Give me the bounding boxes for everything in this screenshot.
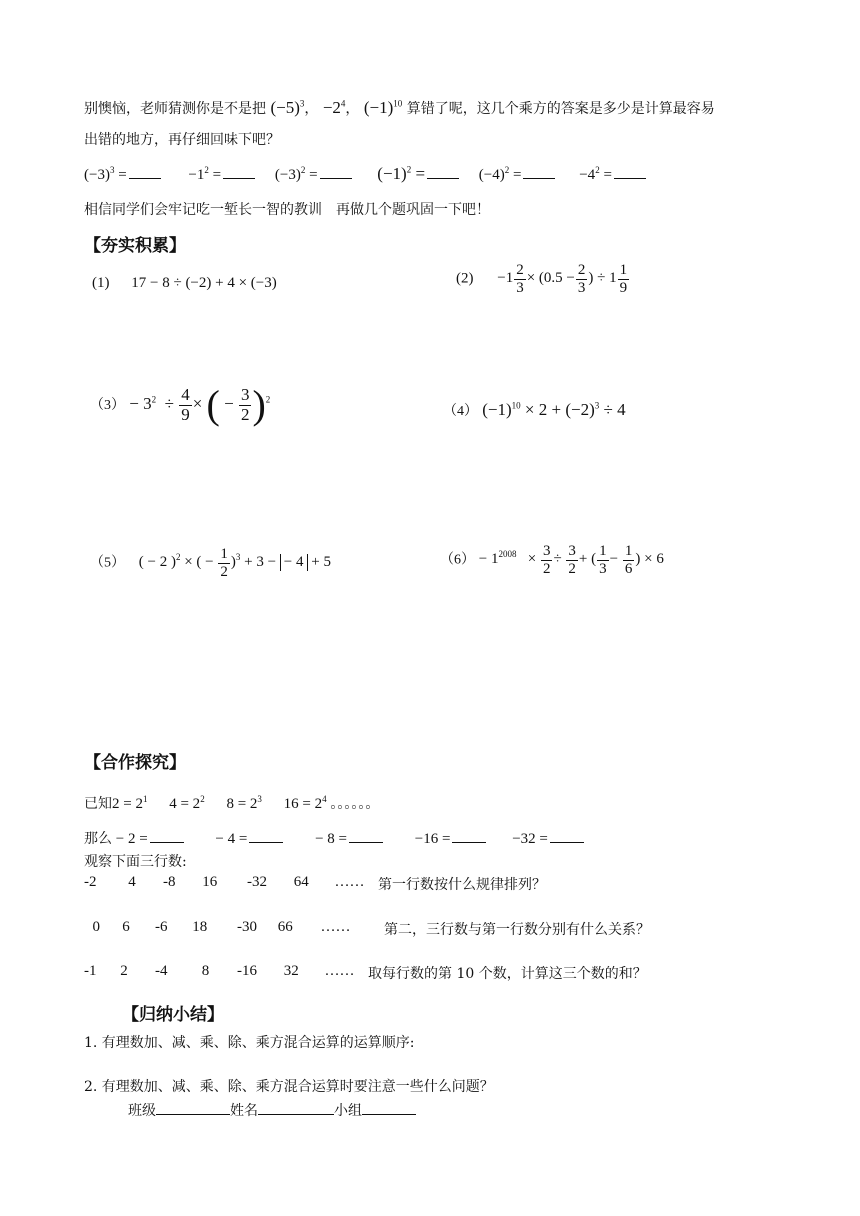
problem-2-expr: −1 $\frac{2}{3}$ × (0.5 − $\frac{2}{3}$ ) ÷ 1 $\frac{1}{9}$ [497,262,628,296]
problem-4-expr: $(-1)^{10} \times 2 + (-2)^3 \div 4$ [482,400,626,419]
known-powers-line: 已知$2 = 2^1$ $4 = 2^2$ $8 = 2^3$ $16 = 2^4$ 。。。。。。 [84,794,380,812]
blank-6[interactable]: $-4^2$ = [579,167,646,183]
section-title-summary: 【归纳小结】 [122,1005,224,1025]
problem-2 [456,262,630,296]
name-label: 姓名 [230,1103,258,1119]
question-3: 取每行数的第 10 个数，计算这三个数的和？ [368,966,647,982]
then-blanks-line [84,828,584,848]
then-blank-5[interactable]: −32 = [512,831,584,847]
intro-text-post: 算错了呢，这几个乘方的答案是多少是计算最容易 [406,101,715,117]
summary-item-1: 1. 有理数加、减、乘、除、乘方混合运算的运算顺序: [84,1035,415,1051]
expr-neg1-pow10: $(-1)^{10}$ [363,98,403,117]
problem-2-label: (2) [456,270,474,287]
intro-line-1: 别懊恼，老师猜测你是不是把 $(-5)^3$， $-2^4$， $(-1)^{10}$ 算错了呢，这几个乘方的答案是多少是计算最容易 [84,98,715,117]
problem-6 [440,543,664,577]
student-info-line [128,1100,416,1120]
section-title-practice: 【夯实积累】 [84,236,186,256]
problem-1-label: (1) [92,275,110,291]
question-2: 第二，三行数与第一行数分别有什么关系？ [384,922,650,938]
group-label: 小组 [334,1103,362,1119]
blank-3[interactable]: $(-3)^2$ = [275,167,352,183]
blank-4[interactable]: $(-1)^2$ = [377,164,459,183]
expr-neg-2-pow4: $-2^4$ [322,98,346,117]
then-blank-2[interactable]: − 4 = [215,831,283,847]
fill-blank-row [84,164,646,184]
problem-3-label: （3） [90,397,125,413]
problem-6-label: （6） [440,552,475,568]
then-blank-3[interactable]: − 8 = [315,831,383,847]
sequence-row-3: -1 2 -4 8 -16 32 …… [84,963,355,979]
question-1: 第一行数按什么规律排列？ [378,877,546,893]
known-label: 已知 [84,797,112,812]
then-blank-4[interactable]: −16 = [415,831,487,847]
problem-5 [90,546,331,580]
section-title-explore: 【合作探究】 [84,753,186,773]
problem-3 [90,382,271,427]
tip-line: 相信同学们会牢记吃一堑长一智的教训 再做几个题巩固一下吧！ [84,202,490,218]
problem-5-expr: ( − 2 )$^2$ × ( − $\frac{1}{2}$ )$^3$ + 3 − − 4 + 5 [138,546,331,580]
then-label: 那么 [84,832,112,847]
then-blank-1[interactable]: − 2 = [116,831,184,847]
problem-1-expr: 17 − 8 ÷ (−2) + 4 × (−3) [131,275,277,291]
sequence-row-1: -2 4 -8 16 -32 64 …… [84,874,365,890]
observe-label: 观察下面三行数: [84,854,187,870]
known-ellipsis: 。。。。。。 [330,797,380,812]
problem-5-label: （5） [90,555,125,571]
sequence-row-2: 0 6 -6 18 -30 66 …… [92,919,351,935]
problem-6-expr: − $1^{2008}$ × $\frac{3}{2}$ ÷ $\frac{3}{2}$ + ( $\frac{1}{3}$ − $\frac{1}{6}$ ) × 6 [478,543,664,577]
problem-4-label: （4） [443,404,478,419]
problem-3-expr: − $3^2$ ÷ $\frac{4}{9}$ × ( − $\frac{3}{2}$ )$^2$ [129,382,271,427]
class-field[interactable] [156,1102,230,1115]
blank-5[interactable]: $(-4)^2$ = [479,167,556,183]
problem-4 [443,400,626,420]
name-field[interactable] [258,1102,334,1115]
problem-1 [92,275,277,292]
summary-item-2: 2. 有理数加、减、乘、除、乘方混合运算时要注意一些什么问题？ [84,1079,494,1095]
blank-1[interactable]: $(-3)^3$ = [84,167,161,183]
expr-neg5-cubed: $(-5)^3$ [270,98,305,117]
blank-2[interactable]: $-1^2$ = [188,167,255,183]
group-field[interactable] [362,1102,416,1115]
intro-line-2: 出错的地方，再仔细回味下吧？ [84,132,280,148]
class-label: 班级 [128,1103,156,1119]
intro-text-pre: 别懊恼，老师猜测你是不是把 [84,101,266,117]
